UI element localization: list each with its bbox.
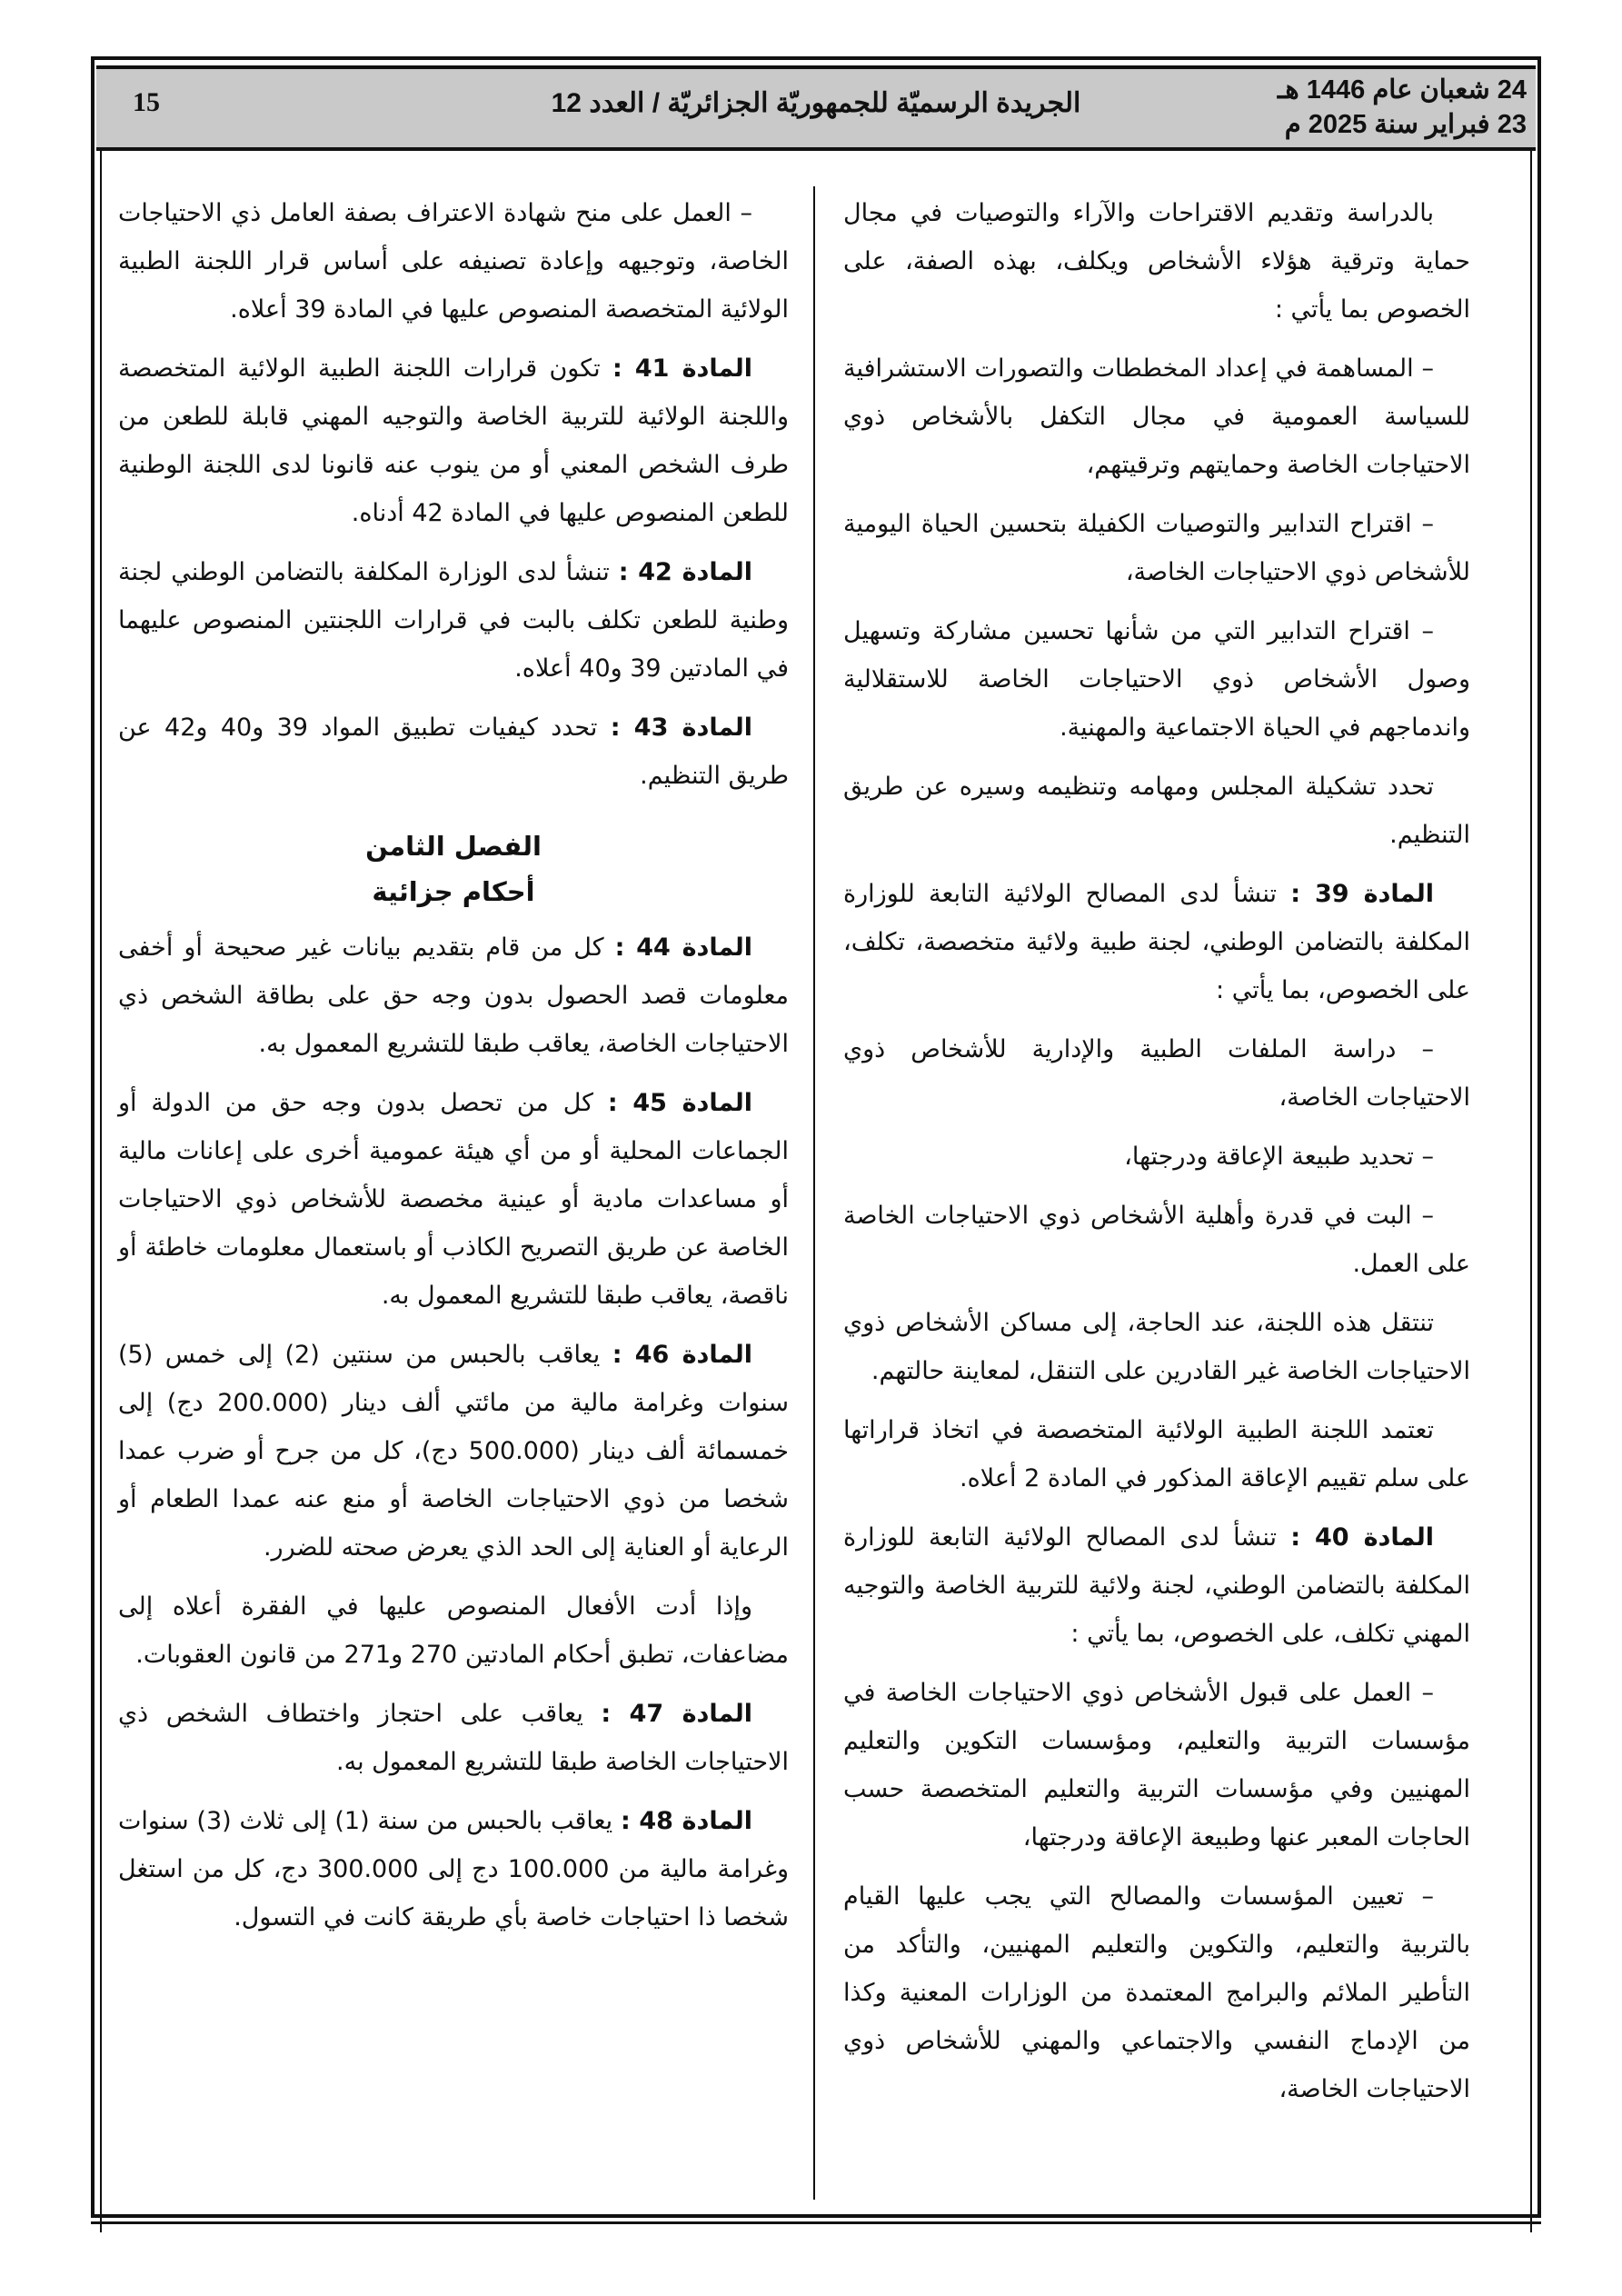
- article-paragraph: [843, 1513, 1470, 1658]
- article-label: المادة 46 :: [612, 1341, 752, 1369]
- paragraph-text: كل من قام بتقديم بيانات غير صحيحة أو أخفى معلومات قصد الحصول بدون وجه حق على بطاقة الشخص ذي الاحتياجات الخاصة، يعاقب طبقا للتشريع المعمول به.: [118, 933, 789, 1058]
- paragraph-text: تحدد تشكيلة المجلس ومهامه وتنظيمه وسيره عن طريق التنظيم.: [843, 773, 1470, 849]
- paragraph-text: كل من تحصل بدون وجه حق من الدولة أو الجماعات المحلية أو من أي هيئة عمومية أخرى على إعانات مالية أو مساعدات مادية أو عينية مخصصة للأشخاص ذوي الاحتياجات الخاصة عن طريق التصريح الكاذب أو باستعمال معلومات خاطئة أو ناقصة، يعاقب طبقا للتشريع المعمول به.: [118, 1089, 789, 1310]
- paragraph: [843, 344, 1470, 489]
- paragraph-text: تكون قرارات اللجنة الطبية الولائية المتخصصة واللجنة الولائية للتربية الخاصة والتوجيه المهني قابلة للطعن من طرف الشخص المعني أو من ينوب عنه قانونا لدى اللجنة الوطنية للطعن المنصوص عليها في المادة 42 أدناه.: [118, 354, 789, 527]
- left-column: [118, 189, 789, 1952]
- paragraph: [843, 1406, 1470, 1502]
- page-number: 15: [133, 87, 160, 117]
- article-label: المادة 47 :: [601, 1700, 753, 1728]
- article-paragraph: [118, 1331, 789, 1572]
- paragraph-text: يعاقب على احتجاز واختطاف الشخص ذي الاحتياجات الخاصة طبقا للتشريع المعمول به.: [118, 1700, 789, 1776]
- article-paragraph: [118, 1079, 789, 1320]
- paragraph: [843, 1299, 1470, 1395]
- article-label: المادة 40 :: [1290, 1523, 1434, 1552]
- bottom-rule-second: [91, 2221, 1541, 2224]
- paragraph: [843, 1669, 1470, 1862]
- article-paragraph: [118, 1797, 789, 1942]
- article-paragraph: [118, 344, 789, 537]
- paragraph-text: تحدد كيفيات تطبيق المواد 39 و40 و42 عن طريق التنظيم.: [118, 714, 789, 790]
- article-label: المادة 43 :: [610, 714, 752, 742]
- paragraph-text: بالدراسة وتقديم الاقتراحات والآراء والتوصيات في مجال حماية وترقية هؤلاء الأشخاص ويكلف، بهذه الصفة، على الخصوص بما يأتي :: [843, 199, 1470, 324]
- article-paragraph: [118, 1690, 789, 1786]
- gazette-title: الجريدة الرسميّة للجمهوريّة الجزائريّة / العدد 12: [551, 88, 1081, 118]
- paragraph-text: – المساهمة في إعداد المخططات والتصورات الاستشرافية للسياسة العمومية في مجال التكفل بالأشخاص ذوي الاحتياجات الخاصة وحمايتهم وترقيتهم،: [843, 354, 1470, 479]
- paragraph-text: يعاقب بالحبس من سنة (1) إلى ثلاث (3) سنوات وغرامة مالية من 100.000 دج إلى 300.000 دج، كل من استغل شخصا ذا احتياجات خاصة بأي طريقة كانت في التسول.: [118, 1807, 790, 1932]
- paragraph: [843, 1025, 1470, 1122]
- paragraph-text: – تعيين المؤسسات والمصالح التي يجب عليها القيام بالتربية والتعليم، والتكوين والتعليم المهنيين، والتأكد من التأطير الملائم والبرامج المعتمدة من الوزارات المعنية وكذا من الإدماج النفسي والاجتماعي والمهني للأشخاص ذوي الاحتياجات الخاصة،: [843, 1882, 1470, 2103]
- paragraph-text: تنشأ لدى المصالح الولائية التابعة للوزارة المكلفة بالتضامن الوطني، لجنة ولائية للتربية الخاصة والتوجيه المهني تكلف، على الخصوص، بما يأتي :: [843, 1523, 1470, 1648]
- paragraph-text: تعتمد اللجنة الطبية الولائية المتخصصة في اتخاذ قراراتها على سلم تقييم الإعاقة المذكور في المادة 2 أعلاه.: [843, 1416, 1470, 1492]
- article-paragraph: [118, 923, 789, 1068]
- paragraph-text: – تحديد طبيعة الإعاقة ودرجتها،: [1124, 1143, 1434, 1171]
- bottom-rule: [91, 2214, 1541, 2218]
- paragraph-text: – العمل على قبول الأشخاص ذوي الاحتياجات الخاصة في مؤسسات التربية والتعليم، ومؤسسات التكوين والتعليم المهنيين وفي مؤسسات التربية والتعليم المتخصصة حسب الحاجات المعبر عنها وطبيعة الإعاقة ودرجتها،: [843, 1679, 1470, 1852]
- paragraph-text: يعاقب بالحبس من سنتين (2) إلى خمس (5) سنوات وغرامة مالية من مائتي ألف دينار (200.000 دج) إلى خمسمائة ألف دينار (500.000 دج)، كل من جرح أو ضرب عمدا شخصا من ذوي الاحتياجات الخاصة أو منع عنه عمدا الطعام أو الرعاية أو العناية إلى الحد الذي يعرض صحته للضرر.: [118, 1341, 789, 1562]
- page-header: [96, 65, 1536, 151]
- article-paragraph: [843, 870, 1470, 1014]
- paragraph: [843, 500, 1470, 596]
- article-label: المادة 42 :: [618, 558, 753, 586]
- paragraph: [843, 1192, 1470, 1288]
- paragraph-text: – اقتراح التدابير التي من شأنها تحسين مشاركة وتسهيل وصول الأشخاص ذوي الاحتياجات الخاصة للاستقلالية واندماجهم في الحياة الاجتماعية والمهنية.: [843, 617, 1470, 742]
- article-paragraph: [118, 704, 789, 800]
- chapter-number: الفصل الثامن: [365, 831, 542, 862]
- paragraph-text: – البت في قدرة وأهلية الأشخاص ذوي الاحتياجات الخاصة على العمل.: [843, 1202, 1470, 1278]
- column-divider: [813, 186, 815, 2200]
- paragraph-text: وإذا أدت الأفعال المنصوص عليها في الفقرة أعلاه إلى مضاعفات، تطبق أحكام المادتين 270 و271 من قانون العقوبات.: [118, 1592, 789, 1669]
- paragraph-text: – العمل على منح شهادة الاعتراف بصفة العامل ذي الاحتياجات الخاصة، وتوجيهه وإعادة تصنيفه على أساس قرار اللجنة الطبية الولائية المتخصصة المنصوص عليها في المادة 39 أعلاه.: [118, 199, 789, 324]
- left-column-bottom: [118, 923, 789, 1942]
- paragraph-text: تنشأ لدى الوزارة المكلفة بالتضامن الوطني لجنة وطنية للطعن تكلف بالبت في قرارات اللجنتين المنصوص عليهما في المادتين 39 و40 أعلاه.: [118, 558, 789, 683]
- article-paragraph: [118, 548, 789, 693]
- article-label: المادة 48 :: [620, 1807, 752, 1835]
- paragraph: [843, 607, 1470, 752]
- article-label: المادة 41 :: [612, 354, 752, 383]
- paragraph: [843, 763, 1470, 859]
- right-column: [843, 189, 1470, 2124]
- chapter-title: أحكام جزائية: [372, 876, 535, 907]
- article-label: المادة 44 :: [614, 933, 752, 962]
- paragraph: [843, 189, 1470, 334]
- paragraph-text: – دراسة الملفات الطبية والإدارية للأشخاص ذوي الاحتياجات الخاصة،: [843, 1035, 1470, 1112]
- paragraph-text: تنتقل هذه اللجنة، عند الحاجة، إلى مساكن الأشخاص ذوي الاحتياجات الخاصة غير القادرين على التنقل، لمعاينة حالتهم.: [843, 1309, 1470, 1385]
- gregorian-date: 23 فبراير سنة 2025 م: [1284, 110, 1527, 139]
- paragraph: [843, 1133, 1470, 1181]
- paragraph: [843, 1872, 1470, 2113]
- paragraph: [118, 1582, 789, 1679]
- article-label: المادة 39 :: [1290, 880, 1434, 908]
- left-column-top: [118, 189, 789, 800]
- paragraph: [118, 189, 789, 334]
- article-label: المادة 45 :: [607, 1089, 752, 1117]
- hijri-date: 24 شعبان عام 1446 هـ: [1277, 75, 1527, 105]
- paragraph-text: تنشأ لدى المصالح الولائية التابعة للوزارة المكلفة بالتضامن الوطني، لجنة طبية ولائية متخصصة، تكلف، على الخصوص، بما يأتي :: [843, 880, 1470, 1004]
- paragraph-text: – اقتراح التدابير والتوصيات الكفيلة بتحسين الحياة اليومية للأشخاص ذوي الاحتياجات الخاصة،: [843, 510, 1470, 586]
